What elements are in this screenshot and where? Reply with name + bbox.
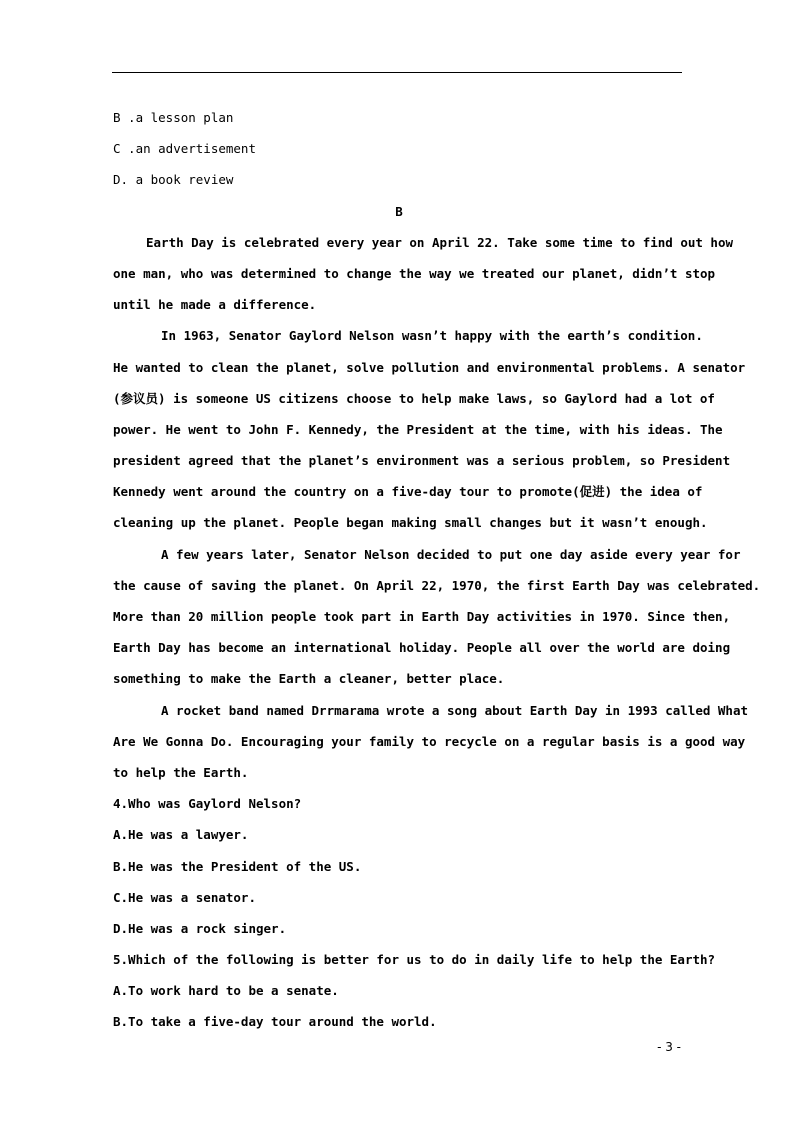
paragraph-1 xyxy=(113,227,733,321)
answer-option: B.To take a five-day tour around the world. xyxy=(113,1014,437,1030)
answer-option: C.He was a senator. xyxy=(113,889,256,905)
paragraph-line: one man, who was determined to change the way we treated our planet, didn’t stop xyxy=(113,265,716,281)
question-stem: 4.Who was Gaylord Nelson? xyxy=(113,796,302,812)
paragraph-line: president agreed that the planet’s environment was a serious problem, so President xyxy=(113,453,731,469)
answer-option: B.He was the President of the US. xyxy=(113,858,362,874)
paragraph-line: power. He went to John F. Kennedy, the President at the time, with his ideas. The xyxy=(113,421,723,437)
paragraph-line: (参议员) is someone US citizens choose to help make laws, so Gaylord had a lot of xyxy=(113,390,715,406)
paragraph-line: Kennedy went around the country on a five-day tour to promote(促进) the idea of xyxy=(113,484,703,500)
paragraph-line: He wanted to clean the planet, solve pollution and environmental problems. A senator xyxy=(113,359,746,375)
paragraph-line: Earth Day has become an international holiday. People all over the world are doing xyxy=(113,640,731,656)
paragraph-line: A few years later, Senator Nelson decided to put one day aside every year for xyxy=(161,546,741,562)
option-d: D. a book review xyxy=(113,172,234,188)
option-c: C .an advertisement xyxy=(113,141,256,157)
paragraph-line: Are We Gonna Do. Encouraging your family to recycle on a regular basis is a good way xyxy=(113,733,746,749)
paragraph-line: A rocket band named Drrmarama wrote a song about Earth Day in 1993 called What xyxy=(161,702,748,718)
question-stem: 5.Which of the following is better for us to do in daily life to help the Earth? xyxy=(113,952,716,968)
paragraph-3 xyxy=(113,539,761,695)
paragraph-line: to help the Earth. xyxy=(113,764,249,780)
section-label: B xyxy=(395,203,403,219)
paragraph-4 xyxy=(113,695,748,789)
document-body xyxy=(113,102,761,1038)
answer-option: A.He was a lawyer. xyxy=(113,827,249,843)
page-number: - 3 - xyxy=(657,1040,681,1054)
question-4 xyxy=(113,788,685,944)
option-b: B .a lesson plan xyxy=(113,110,234,125)
answer-option: D.He was a rock singer. xyxy=(113,920,287,936)
paragraph-line: More than 20 million people took part in Earth Day activities in 1970. Since then, xyxy=(113,609,731,624)
question-5 xyxy=(113,944,716,1038)
paragraph-line: until he made a difference. xyxy=(113,297,317,313)
answer-option: A.To work hard to be a senate. xyxy=(113,983,339,999)
header-rule xyxy=(112,72,682,73)
paragraph-line: something to make the Earth a cleaner, better place. xyxy=(113,671,505,687)
paragraph-line: Earth Day is celebrated every year on April 22. Take some time to find out how xyxy=(146,234,733,250)
paragraph-line: In 1963, Senator Gaylord Nelson wasn’t happy with the earth’s condition. xyxy=(161,328,703,344)
paragraph-line: the cause of saving the planet. On April 22, 1970, the first Earth Day was celebrated. xyxy=(113,577,761,593)
paragraph-line: cleaning up the planet. People began making small changes but it wasn’t enough. xyxy=(113,515,708,531)
paragraph-2 xyxy=(113,320,746,538)
